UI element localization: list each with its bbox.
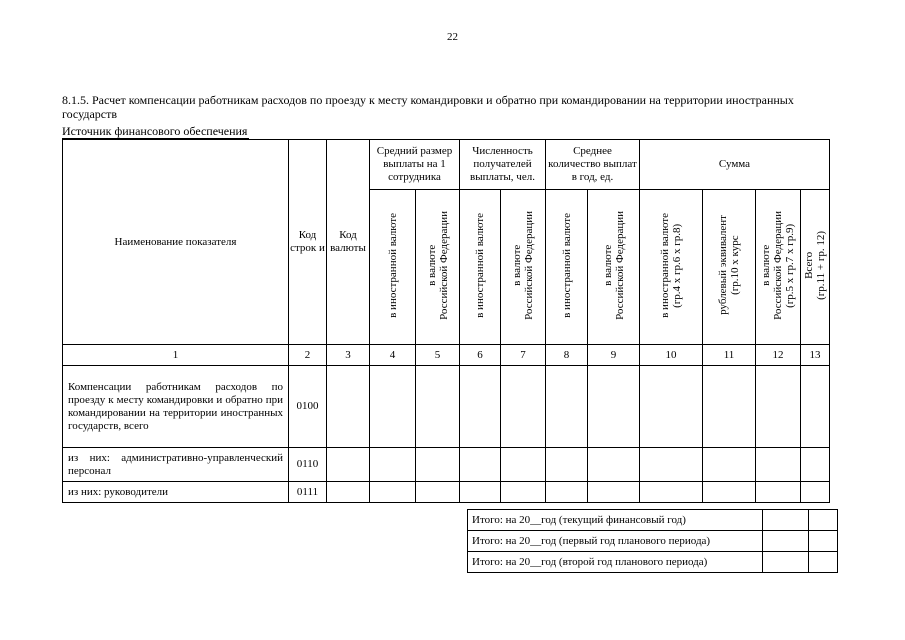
- table-row: [63, 366, 830, 448]
- table-cell: [501, 482, 546, 503]
- table-cell: [801, 482, 830, 503]
- table-cell: [756, 448, 801, 482]
- column-number: 10: [640, 345, 703, 366]
- column-number: 1: [63, 345, 289, 366]
- subheader-col9: в валюте Российской Федерации: [588, 190, 640, 345]
- table-cell: [801, 448, 830, 482]
- row-code: 0110: [289, 448, 327, 482]
- table-cell: [809, 510, 838, 531]
- header-code-currency: Код валюты: [327, 140, 370, 345]
- table-cell: [460, 448, 501, 482]
- page-number: 22: [447, 31, 458, 43]
- totals-row: [468, 510, 838, 531]
- header-recipients: Численность получателей выплаты, чел.: [460, 140, 546, 190]
- header-avg-count: Среднее количество выплат в год, ед.: [546, 140, 640, 190]
- compensation-table: [62, 139, 830, 503]
- totals-label: Итого: на 20__год (текущий финансовый год): [468, 510, 763, 531]
- table-cell: [763, 552, 809, 573]
- column-number: 5: [416, 345, 460, 366]
- header-code-row: Код строк и: [289, 140, 327, 345]
- row-name: Компенсации работникам расходов по проезду к месту командировки и обратно при командировании на территории иностранных государств, всего: [63, 366, 289, 448]
- subheader-col7: в валюте Российской Федерации: [501, 190, 546, 345]
- subheader-col12: в валюте Российской Федерации (гр.5 х гр.7 х гр.9): [756, 190, 801, 345]
- table-cell: [588, 448, 640, 482]
- table-cell: [370, 366, 416, 448]
- subheader-col13: Всего (гр.11 + гр. 12): [801, 190, 830, 345]
- table-cell: [501, 448, 546, 482]
- column-number: 9: [588, 345, 640, 366]
- table-cell: [416, 482, 460, 503]
- table-cell: [588, 366, 640, 448]
- table-cell: [703, 366, 756, 448]
- subheader-col6: в иностранной валюте: [460, 190, 501, 345]
- header-avg-payment: Средний размер выплаты на 1 сотрудника: [370, 140, 460, 190]
- table-cell: [327, 482, 370, 503]
- table-cell: [640, 482, 703, 503]
- column-number: 8: [546, 345, 588, 366]
- table-cell: [370, 448, 416, 482]
- table-cell: [703, 482, 756, 503]
- table-cell: [327, 448, 370, 482]
- subheader-col8: в иностранной валюте: [546, 190, 588, 345]
- table-cell: [756, 482, 801, 503]
- table-cell: [588, 482, 640, 503]
- column-number: 6: [460, 345, 501, 366]
- table-cell: [809, 552, 838, 573]
- totals-row: [468, 531, 838, 552]
- table-cell: [460, 366, 501, 448]
- subheader-col11: рублевый эквивалент (гр.10 х курс: [703, 190, 756, 345]
- header-name: Наименование показателя: [63, 140, 289, 345]
- section-title: 8.1.5. Расчет компенсации работникам расходов по проезду к месту командировки и обратно при командировании на территории иностранных государств: [62, 93, 794, 121]
- subheader-col5: в валюте Российской Федерации: [416, 190, 460, 345]
- header-sum: Сумма: [640, 140, 830, 190]
- table-cell: [546, 448, 588, 482]
- funding-source-label: Источник финансового обеспечения: [62, 124, 248, 138]
- table-cell: [809, 531, 838, 552]
- table-cell: [640, 448, 703, 482]
- table-cell: [416, 448, 460, 482]
- column-number: 7: [501, 345, 546, 366]
- column-number: 12: [756, 345, 801, 366]
- table-cell: [416, 366, 460, 448]
- totals-table: [467, 509, 838, 573]
- table-cell: [763, 531, 809, 552]
- table-cell: [763, 510, 809, 531]
- column-number: 2: [289, 345, 327, 366]
- column-number: 13: [801, 345, 830, 366]
- totals-label: Итого: на 20__год (первый год планового периода): [468, 531, 763, 552]
- table-cell: [546, 366, 588, 448]
- table-row: [63, 448, 830, 482]
- table-cell: [327, 366, 370, 448]
- row-name: из них: руководители: [63, 482, 289, 503]
- column-number: 4: [370, 345, 416, 366]
- subheader-col4: в иностранной валюте: [370, 190, 416, 345]
- table-row: [63, 482, 830, 503]
- table-cell: [460, 482, 501, 503]
- column-number: 11: [703, 345, 756, 366]
- column-number: 3: [327, 345, 370, 366]
- table-cell: [756, 366, 801, 448]
- table-cell: [546, 482, 588, 503]
- table-cell: [370, 482, 416, 503]
- table-cell: [801, 366, 830, 448]
- row-name: из них: административно-управленческий персонал: [63, 448, 289, 482]
- row-code: 0111: [289, 482, 327, 503]
- table-cell: [640, 366, 703, 448]
- totals-row: [468, 552, 838, 573]
- subheader-col10: в иностранной валюте (гр.4 х гр.6 х гр.8): [640, 190, 703, 345]
- table-cell: [703, 448, 756, 482]
- row-code: 0100: [289, 366, 327, 448]
- totals-label: Итого: на 20__год (второй год планового периода): [468, 552, 763, 573]
- table-cell: [501, 366, 546, 448]
